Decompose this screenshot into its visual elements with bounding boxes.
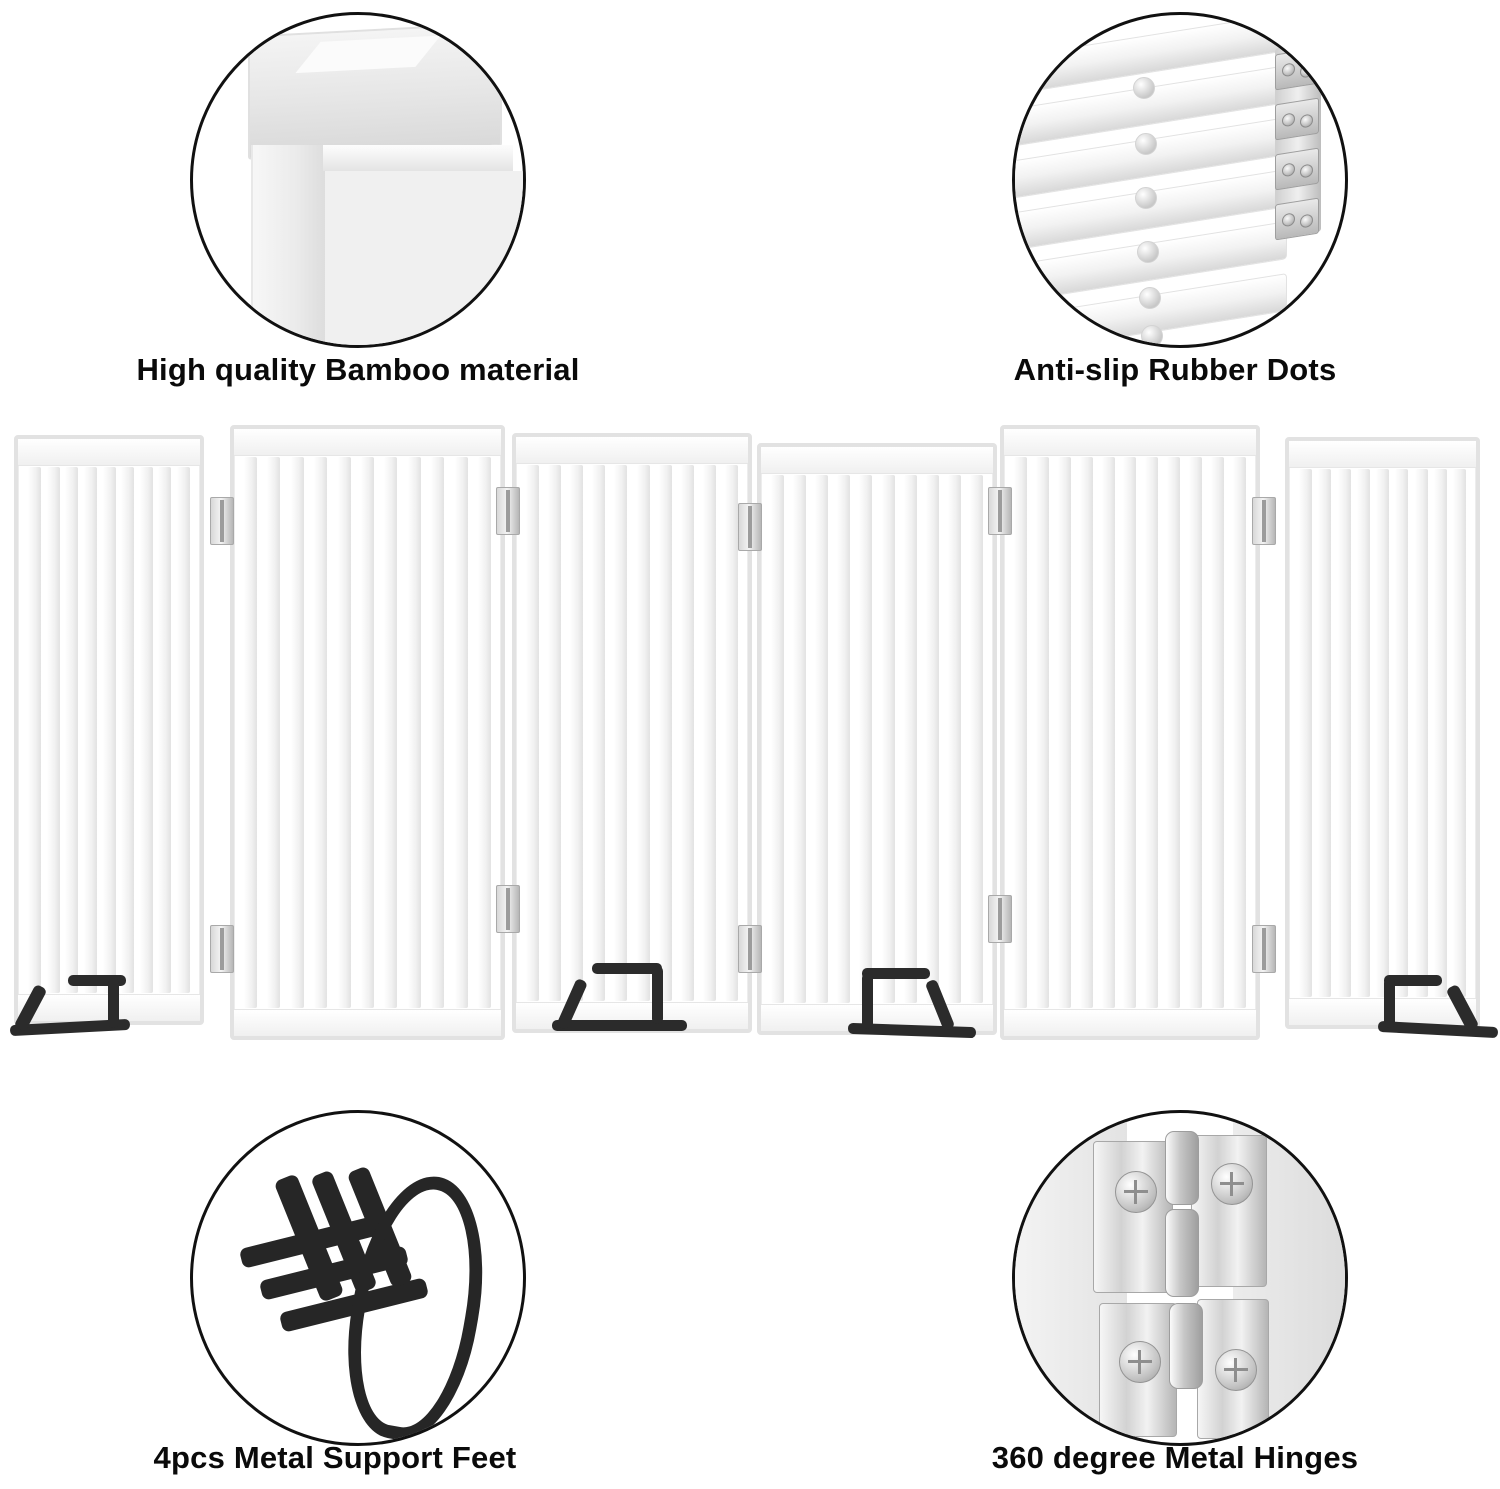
metal-support-foot — [552, 960, 692, 1040]
panel-slats — [28, 467, 190, 993]
slat — [267, 457, 280, 1008]
product-image-pet-gate — [0, 425, 1500, 1045]
panel-top-rail — [1004, 429, 1256, 456]
slat — [793, 475, 806, 1003]
slat — [859, 475, 872, 1003]
slat — [1211, 457, 1224, 1008]
gate-panel — [757, 443, 997, 1035]
feature-image-bamboo-material — [190, 12, 526, 348]
hinge-leaf-upper-right — [1191, 1135, 1267, 1287]
panel-top-rail — [248, 22, 502, 159]
slat — [637, 465, 650, 1001]
panel-inner-rail — [323, 145, 513, 171]
hinge-block — [1275, 98, 1319, 141]
gate-hinge-icon — [496, 885, 520, 933]
gate-panel — [512, 433, 752, 1033]
rubber-dot-icon — [1135, 133, 1157, 155]
slat — [526, 465, 539, 1001]
slat — [570, 465, 583, 1001]
panel-inner-shadow — [323, 171, 523, 348]
slat — [1299, 469, 1312, 997]
slat — [1080, 457, 1093, 1008]
gate-hinge-icon — [738, 503, 762, 551]
gate-panel — [1285, 437, 1480, 1029]
rubber-dot-icon — [1139, 287, 1161, 309]
slat — [926, 475, 939, 1003]
slat — [1338, 469, 1351, 997]
slat — [455, 457, 468, 1008]
hinge-block — [1275, 148, 1319, 191]
slat — [1453, 469, 1466, 997]
slat — [1318, 469, 1331, 997]
panel-slats — [1299, 469, 1466, 997]
slat — [815, 475, 828, 1003]
panel-bottom-rail — [1004, 1009, 1256, 1036]
screw-icon — [1282, 112, 1295, 127]
slat — [1036, 457, 1049, 1008]
metal-support-foot — [848, 965, 978, 1045]
panel-top-rail — [516, 437, 748, 464]
panel-top-rail — [18, 439, 200, 466]
slat — [1058, 457, 1071, 1008]
rubber-dot-icon — [1135, 187, 1157, 209]
slat — [314, 457, 327, 1008]
hinge-knuckle — [1169, 1303, 1203, 1389]
slat — [837, 475, 850, 1003]
hinge-knuckle — [1165, 1209, 1199, 1297]
slat — [681, 465, 694, 1001]
screw-icon — [1119, 1341, 1161, 1383]
feature-image-rubber-dots — [1012, 12, 1348, 348]
slat — [291, 457, 304, 1008]
feature-caption-bamboo-material: High quality Bamboo material — [136, 352, 580, 387]
gate-panel — [14, 435, 204, 1025]
panel-slats — [1014, 457, 1246, 1008]
hinge-leaf-upper-left — [1093, 1141, 1173, 1293]
screw-icon — [1300, 63, 1313, 78]
gate-panel — [230, 425, 505, 1040]
gate-hinge-icon — [988, 895, 1012, 943]
slat — [47, 467, 60, 993]
slat — [384, 457, 397, 1008]
slat — [1233, 457, 1246, 1008]
panel-slats — [526, 465, 738, 1001]
panel-top-rail — [1289, 441, 1476, 468]
slat — [408, 457, 421, 1008]
feature-image-support-feet — [190, 1110, 526, 1446]
panel-slats — [244, 457, 491, 1008]
slat — [1395, 469, 1408, 997]
hinge-block — [1275, 198, 1319, 241]
panel-slats — [771, 475, 983, 1003]
slat — [1415, 469, 1428, 997]
slat — [948, 475, 961, 1003]
feature-caption-support-feet: 4pcs Metal Support Feet — [153, 1440, 517, 1475]
screw-icon — [1211, 1163, 1253, 1205]
screw-icon — [1215, 1349, 1257, 1391]
slat — [548, 465, 561, 1001]
slat — [1123, 457, 1136, 1008]
slat — [431, 457, 444, 1008]
slat — [725, 465, 738, 1001]
slat — [177, 467, 190, 993]
slat — [1357, 469, 1370, 997]
screw-icon — [1300, 163, 1313, 178]
screw-icon — [1282, 62, 1295, 77]
screw-icon — [1300, 213, 1313, 228]
panel-bottom-rail — [234, 1009, 501, 1036]
gate-hinge-icon — [1252, 497, 1276, 545]
slat — [1189, 457, 1202, 1008]
slat — [338, 457, 351, 1008]
slat — [592, 465, 605, 1001]
slat — [158, 467, 171, 993]
slat — [140, 467, 153, 993]
screw-icon — [1115, 1171, 1157, 1213]
slat — [1102, 457, 1115, 1008]
slat — [1014, 457, 1027, 1008]
metal-support-foot — [1378, 970, 1500, 1042]
gate-hinge-icon — [988, 487, 1012, 535]
feature-image-metal-hinges — [1012, 1110, 1348, 1446]
panel-top-rail — [234, 429, 501, 456]
panel-top-rail-face — [295, 36, 440, 74]
screw-icon — [1282, 162, 1295, 177]
slat — [28, 467, 41, 993]
foot-ring — [331, 1166, 501, 1446]
slat — [614, 465, 627, 1001]
gate-hinge-icon — [210, 497, 234, 545]
slat — [361, 457, 374, 1008]
slat — [1376, 469, 1389, 997]
panel-top-rail — [761, 447, 993, 474]
slat — [1434, 469, 1447, 997]
gate-hinge-icon — [210, 925, 234, 973]
screw-icon — [1300, 113, 1313, 128]
slat — [771, 475, 784, 1003]
panel-side-stile — [251, 145, 325, 348]
gate-hinge-icon — [496, 487, 520, 535]
hinge-block — [1275, 48, 1319, 91]
slat — [84, 467, 97, 993]
screw-icon — [1282, 212, 1295, 227]
slat — [904, 475, 917, 1003]
slat — [882, 475, 895, 1003]
slat — [703, 465, 716, 1001]
slat — [1145, 457, 1158, 1008]
rubber-dot-icon — [1133, 77, 1155, 99]
metal-support-foot — [10, 970, 140, 1040]
slat — [659, 465, 672, 1001]
gate-hinge-icon — [1252, 925, 1276, 973]
slat — [1167, 457, 1180, 1008]
rubber-dot-icon — [1137, 241, 1159, 263]
gate-panel — [1000, 425, 1260, 1040]
hinge-knuckle — [1165, 1131, 1199, 1205]
slat — [244, 457, 257, 1008]
gate-hinge-icon — [738, 925, 762, 973]
rubber-dot-icon — [1141, 325, 1163, 347]
slat — [121, 467, 134, 993]
slat — [103, 467, 116, 993]
feature-caption-rubber-dots: Anti-slip Rubber Dots — [1013, 352, 1337, 387]
slat — [65, 467, 78, 993]
slat — [478, 457, 491, 1008]
feature-caption-metal-hinges: 360 degree Metal Hinges — [991, 1440, 1359, 1475]
slat — [970, 475, 983, 1003]
